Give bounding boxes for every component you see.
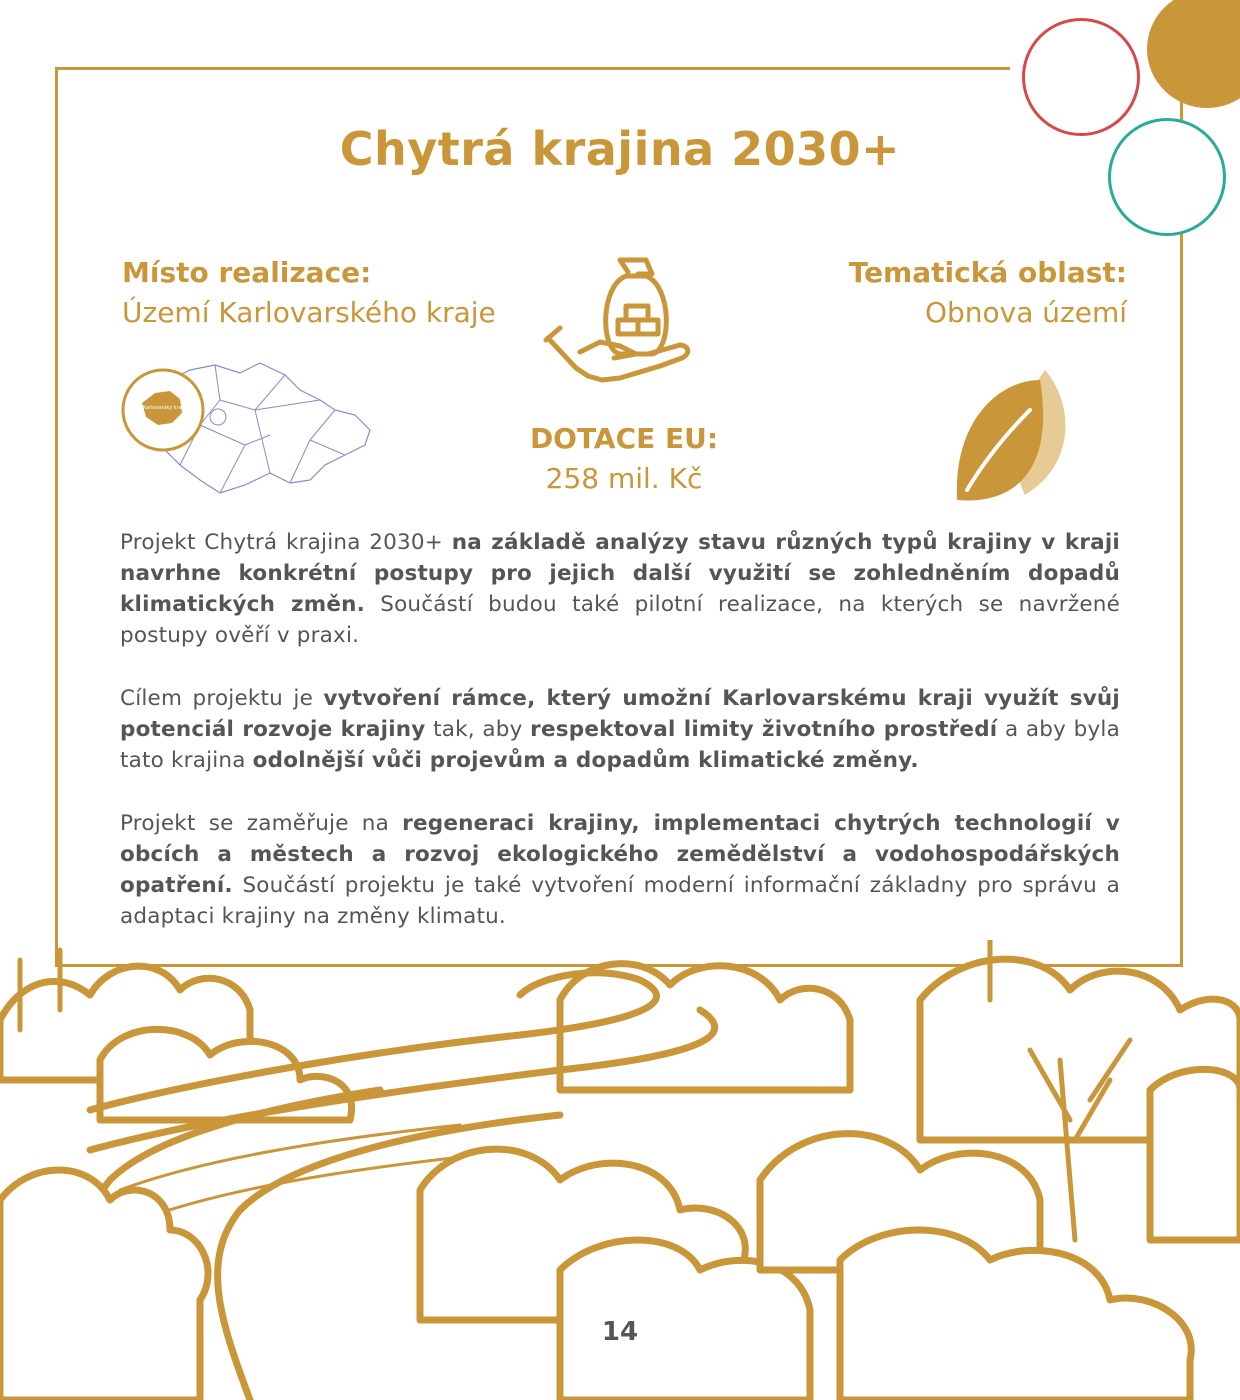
p1-text-c: Součástí budou také pilotní realizace, na kterých se navržené postupy ověří v praxi.	[120, 592, 1120, 648]
p2-text-c: tak, aby	[425, 717, 531, 742]
funding-value: 258 mil. Kč	[545, 462, 703, 495]
money-bag-hand-icon	[540, 250, 700, 405]
page-title: Chytrá krajina 2030+	[339, 122, 901, 176]
p3-text-a: Projekt se zaměřuje na	[120, 811, 403, 836]
p1-bold-b: na základě analýzy stavu různých typů krajiny v kraji navrhne konkrétní postupy pro jejich další využití se zohledněním dopadů klimatických změn.	[120, 530, 1121, 617]
location-value: Území Karlovarského kraje	[122, 296, 496, 329]
p3-text-c: Součástí projektu je také vytvoření moderní informační základny pro správu a adaptaci krajiny na změny klimatu.	[120, 873, 1120, 929]
paragraph-1	[120, 527, 1120, 651]
page-number: 14	[590, 1310, 650, 1354]
theme-value: Obnova území	[924, 296, 1127, 329]
p2-text-e: a aby byla tato krajina	[120, 717, 1120, 773]
p2-bold-d: respektoval limity životního prostředí	[530, 717, 998, 742]
p3-bold-b: regeneraci krajiny, implementaci chytrých technologií v obcích a městech a rozvoj ekologického zemědělství a vodohospodářských opatření.	[120, 811, 1120, 898]
funding-heading: DOTACE EU:	[529, 422, 719, 455]
leaf-icon	[945, 365, 1085, 505]
map-region-label: Karlovarský kraj	[142, 405, 184, 411]
paragraph-2	[120, 683, 1120, 776]
paragraph-3	[120, 808, 1120, 932]
p2-bold-f: odolnější vůči projevům a dopadům klimatické změny.	[252, 748, 919, 773]
p1-text-a: Projekt Chytrá krajina 2030+	[120, 530, 452, 555]
decor-circle-red	[1022, 18, 1140, 136]
p2-text-a: Cílem projektu je	[120, 686, 324, 711]
p2-bold-b: vytvoření rámce, který umožní Karlovarskému kraji využít svůj potenciál rozvoje krajiny	[120, 686, 1120, 742]
location-heading: Místo realizace:	[122, 256, 372, 289]
theme-heading: Tematická oblast:	[848, 256, 1127, 289]
